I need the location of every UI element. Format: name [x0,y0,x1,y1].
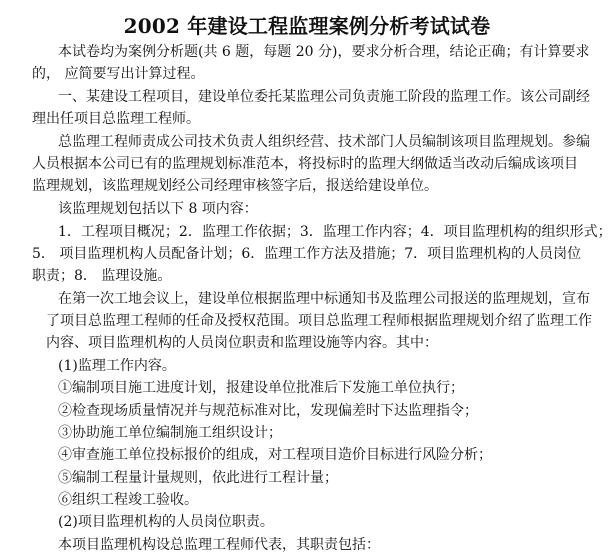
paragraph-line: 本项目监理机构设总监理工程师代表，其职责包括： [58,537,380,553]
paragraph-line: ③协助施工单位编制施工组织设计； [58,425,282,441]
paragraph-line: 职责；8． 监理设施。 [32,268,172,284]
paragraph-line: (1)监理工作内容。 [58,358,176,374]
paragraph-line: 本试卷均为案例分析题(共 6 题，每题 20 分)，要求分析合理，结论正确；有计算要求 [58,44,590,60]
paragraph-line: 该监理规划包括以下 8 项内容： [58,201,258,217]
paragraph-line: ②检查现场质量情况并与规范标准对比，发现偏差时下达监理指令； [58,403,478,419]
paragraph-line: 人员根据本公司已有的监理规划标准范本，将投标时的监理大纲做适当改动后编成该项目 [32,156,578,172]
paragraph-line: ①编制项目施工进度计划，报建设单位批准后下发施工单位执行； [58,380,464,396]
paragraph-line: 理出任项目总监理工程师。 [32,111,200,127]
paragraph-line: 1．工程项目概况；2．监理工作依据；3．监理工作内容；4．项目监理机构的组织形式； [58,224,612,240]
paragraph-line: 监理规划，该监理规划经公司经理审核签字后，报送给建设单位。 [32,178,438,194]
paragraph-line: 的， 应简要写出计算过程。 [32,66,205,82]
paragraph-line: ⑤编制工程量计量规则，依此进行工程计量； [58,470,338,486]
paragraph-line: (2)项目监理机构的人员岗位职责。 [58,514,274,530]
paragraph-line: 了项目总监理工程师的任命及授权范围。项目总监理工程师根据监理规划介绍了监理工作 [46,313,592,329]
paragraph-line: 内容、项目监理机构的人员岗位职责和监理设施等内容。其中： [46,335,438,351]
document-title: 2002 年建设工程监理案例分析考试试卷 [123,14,491,38]
paragraph-line: 总监理工程师责成公司技术负责人组织经营、技术部门人员编制该项目监理规划。参编 [58,134,590,150]
paragraph-line: ⑥组织工程竣工验收。 [58,492,198,508]
paragraph-line: 一、某建设工程项目，建设单位委托某监理公司负责施工阶段的监理工作。该公司副经 [58,89,590,105]
paragraph-line: 在第一次工地会议上，建设单位根据监理中标通知书及监理公司报送的监理规划，宣布 [58,291,590,307]
paragraph-line: 5． 项目监理机构人员配备计划；6．监理工作方法及措施；7．项目监理机构的人员岗位 [32,246,582,262]
paragraph-line: ④审查施工单位投标报价的组成，对工程项目造价目标进行风险分析； [58,447,492,463]
